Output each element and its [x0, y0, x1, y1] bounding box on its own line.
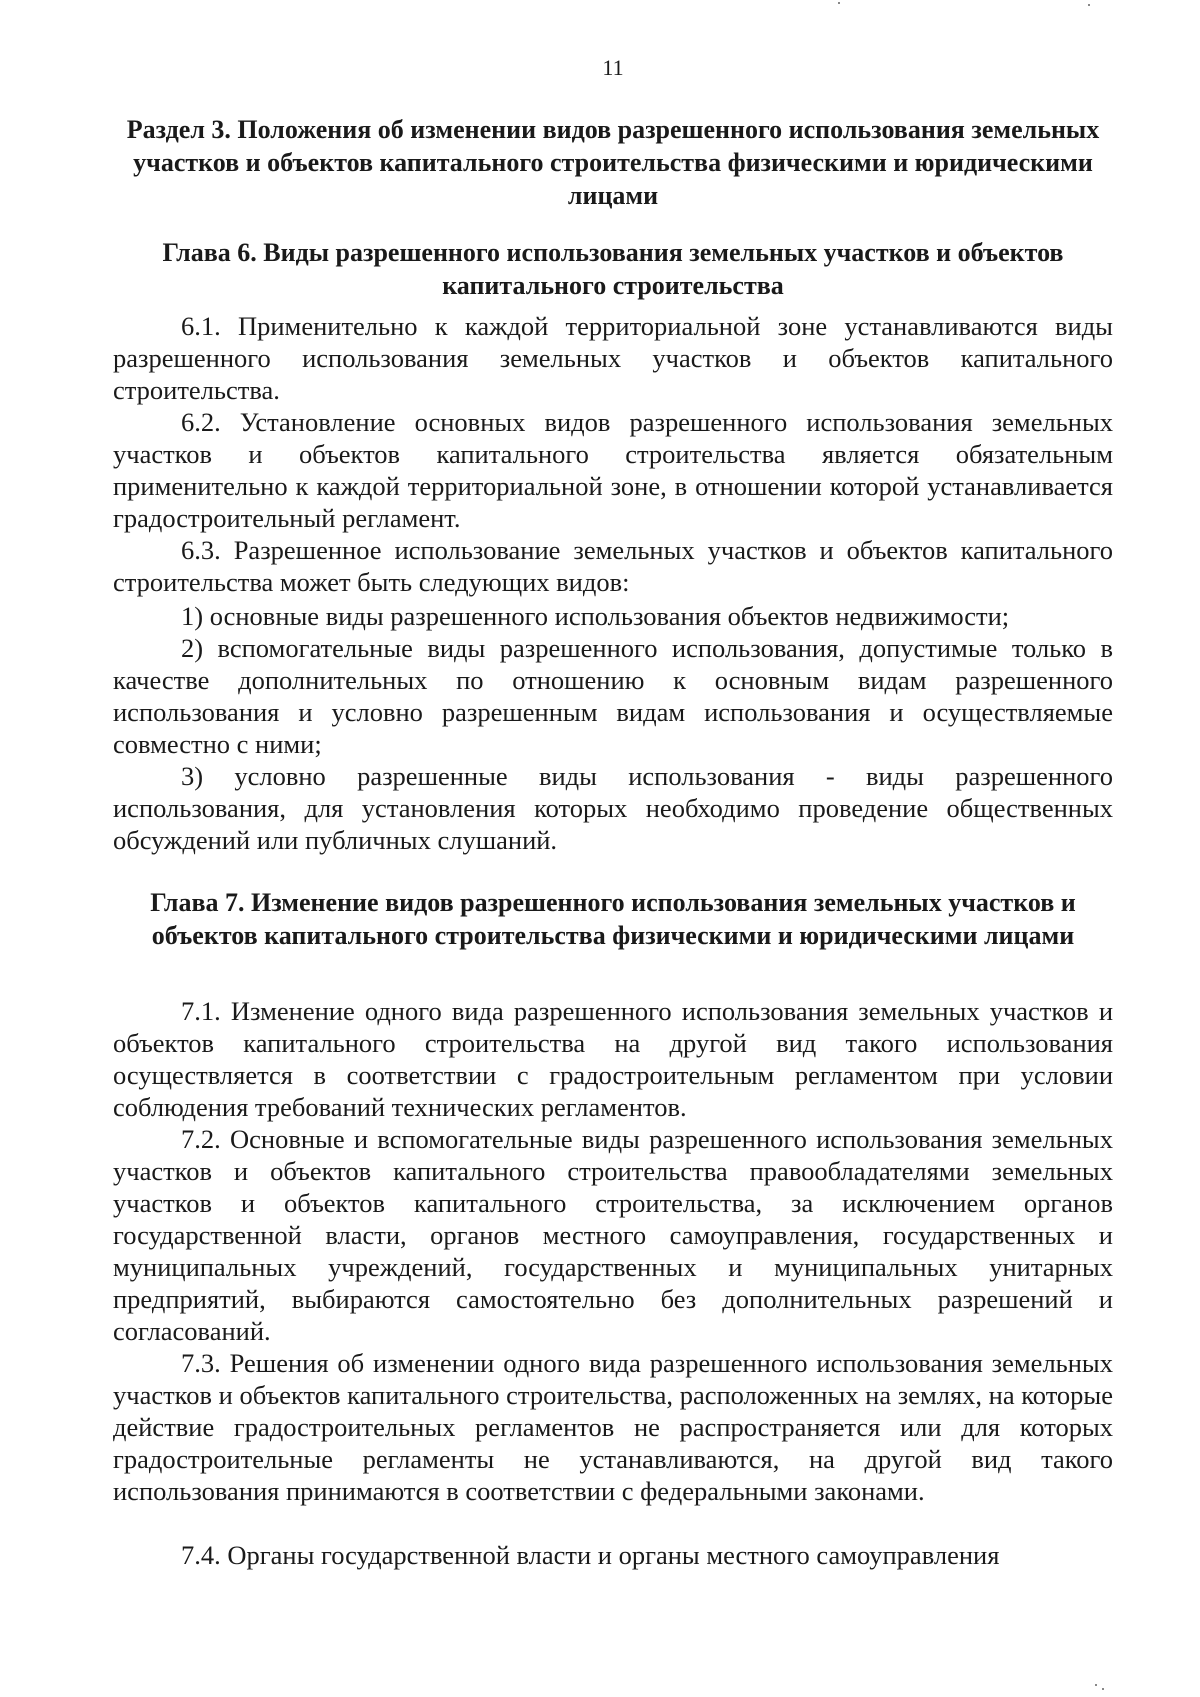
paragraph-7-4: 7.4. Органы государственной власти и органы местного самоуправления [181, 1540, 1000, 1570]
scan-speck [838, 2, 840, 4]
page-number: 11 [602, 55, 624, 80]
section-heading: Раздел 3. Положения об изменении видов разрешенного использования земельных участков и объектов капитального строительства физическими и юридическими лицами [126, 115, 1100, 210]
scan-speck [1102, 1688, 1104, 1690]
paragraph-6-1: 6.1. Применительно к каждой территориальной зоне устанавливаются виды разрешенного использования земельных участков и объектов капитального строительства. [113, 311, 1113, 405]
list-item-6-3-3: 3) условно разрешенные виды использования - виды разрешенного использования, для установления которых необходимо проведение общественных обсуждений или публичных слушаний. [113, 761, 1113, 855]
chapter-7-heading: Глава 7. Изменение видов разрешенного использования земельных участков и объектов капитального строительства физическими и юридическими лицами [150, 888, 1076, 950]
list-item-6-3-1: 1) основные виды разрешенного использования объектов недвижимости; [181, 601, 1010, 631]
scan-speck [1095, 1684, 1097, 1686]
scan-speck [1088, 4, 1090, 6]
paragraph-6-2: 6.2. Установление основных видов разрешенного использования земельных участков и объектов капитального строительства является обязательным применительно к каждой территориальной зоне, в отношении которой устанавливается градостроительный регламент. [113, 407, 1113, 533]
chapter-6-heading: Глава 6. Виды разрешенного использования земельных участков и объектов капитального строительства [162, 238, 1064, 300]
paragraph-7-3: 7.3. Решения об изменении одного вида разрешенного использования земельных участков и объектов капитального строительства, расположенных на землях, на которые действие градостроительных регламентов не распространяется или для которых градостроительные регламенты не устанавливаются, на другой вид такого использования принимаются в соответствии с федеральными законами. [113, 1348, 1113, 1506]
paragraph-6-3: 6.3. Разрешенное использование земельных участков и объектов капитального строительства может быть следующих видов: [113, 535, 1113, 597]
paragraph-7-1: 7.1. Изменение одного вида разрешенного использования земельных участков и объектов капитального строительства на другой вид такого использования осуществляется в соответствии с градостроительным регламентом при условии соблюдения требований технических регламентов. [113, 996, 1113, 1122]
list-item-6-3-2: 2) вспомогательные виды разрешенного использования, допустимые только в качестве дополнительных по отношению к основным видам разрешенного использования и условно разрешенным видам использования и осуществляемые совместно с ними; [113, 633, 1113, 759]
paragraph-7-2: 7.2. Основные и вспомогательные виды разрешенного использования земельных участков и объектов капитального строительства правообладателями земельных участков и объектов капитального строительства, за исключением органов государственной власти, органов местного самоуправления, государственных и муниципальных учреждений, государственных и муниципальных унитарных предприятий, выбираются самостоятельно без дополнительных разрешений и согласований. [113, 1124, 1113, 1346]
